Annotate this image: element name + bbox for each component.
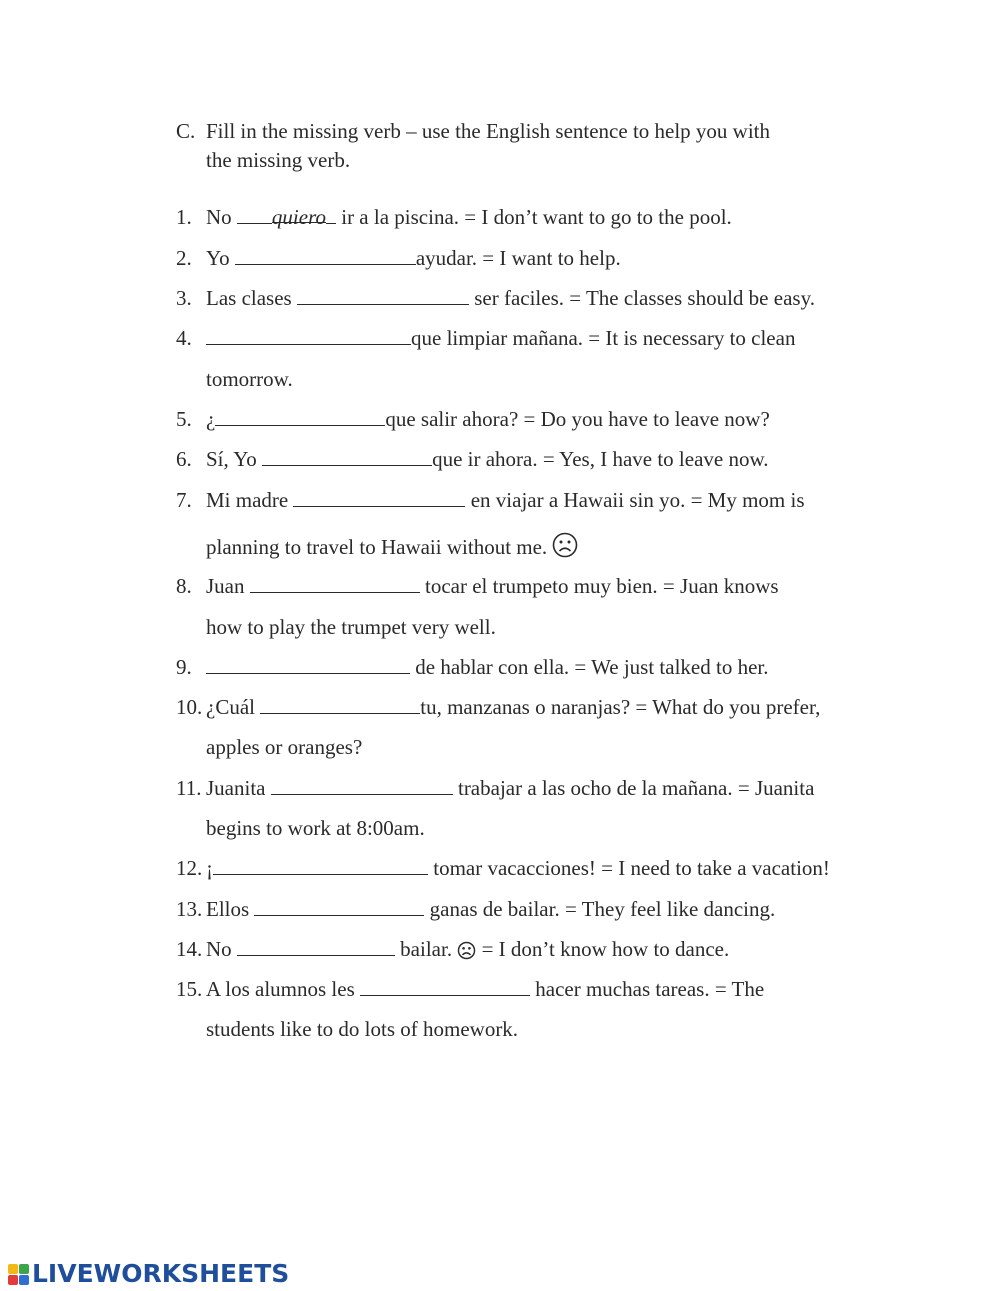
item-suffix: ganas de bailar. = They feel like dancing. bbox=[424, 897, 776, 921]
item-suffix: tocar el trumpeto muy bien. = Juan knows bbox=[419, 574, 779, 598]
item-prefix: Mi madre bbox=[206, 488, 294, 512]
item-number: 12. bbox=[176, 856, 203, 880]
item-suffix: que salir ahora? = Do you have to leave now? bbox=[385, 407, 770, 431]
item-number: 10. bbox=[176, 695, 203, 719]
item-number: 7. bbox=[176, 488, 192, 512]
item-number: 5. bbox=[176, 407, 192, 431]
instruction-text bbox=[206, 117, 886, 175]
item-prefix: A los alumnos les bbox=[206, 977, 361, 1001]
item-prefix: No bbox=[206, 937, 237, 961]
answer-blank[interactable] bbox=[293, 489, 465, 507]
continuation-text: planning to travel to Hawaii without me. bbox=[206, 535, 548, 559]
item-number: 15. bbox=[176, 977, 203, 1001]
item-number: 2. bbox=[176, 246, 192, 270]
item-number: 14. bbox=[176, 937, 203, 961]
item-translation: = I don’t know how to dance. bbox=[476, 937, 730, 961]
item-11-continuation: begins to work at 8:00am. bbox=[206, 816, 425, 840]
item-suffix: de hablar con ella. = We just talked to her. bbox=[410, 655, 769, 679]
logo-mark-icon bbox=[8, 1264, 29, 1285]
logo-square-red bbox=[8, 1275, 18, 1285]
item-number: 3. bbox=[176, 286, 192, 310]
item-prefix: Yo bbox=[206, 246, 235, 270]
item-prefix: No bbox=[206, 205, 237, 229]
answer-blank[interactable] bbox=[262, 448, 432, 466]
answer-blank[interactable] bbox=[206, 656, 410, 674]
item-prefix: Juan bbox=[206, 574, 250, 598]
item-suffix: tu, manzanas o naranjas? = What do you prefer, bbox=[420, 695, 821, 719]
item-prefix: Las clases bbox=[206, 286, 297, 310]
answer-blank[interactable] bbox=[297, 287, 469, 305]
item-number: 1. bbox=[176, 205, 192, 229]
item-suffix: ayudar. = I want to help. bbox=[415, 246, 621, 270]
item-suffix: que ir ahora. = Yes, I have to leave now. bbox=[432, 447, 769, 471]
answer-blank[interactable] bbox=[271, 777, 453, 795]
item-suffix: que limpiar mañana. = It is necessary to clean bbox=[411, 326, 796, 350]
instruction-line-1: Fill in the missing verb – use the English sentence to help you with bbox=[206, 119, 771, 143]
frown-face-icon bbox=[552, 532, 578, 558]
answer-blank[interactable] bbox=[250, 575, 420, 593]
item-prefix: ¿Cuál bbox=[206, 695, 261, 719]
answer-blank[interactable] bbox=[360, 978, 530, 996]
item-prefix: Juanita bbox=[206, 776, 271, 800]
answer-blank[interactable] bbox=[213, 857, 428, 875]
logo-square-blue bbox=[19, 1275, 29, 1285]
answer-blank[interactable] bbox=[254, 898, 424, 916]
item-suffix: ir a la piscina. = I don’t want to go to the pool. bbox=[335, 205, 732, 229]
item-number: 4. bbox=[176, 326, 192, 350]
item-15-continuation: students like to do lots of homework. bbox=[206, 1017, 519, 1041]
logo-text: LIVEWORKSHEETS bbox=[32, 1259, 290, 1288]
section-letter: C. bbox=[176, 119, 196, 143]
item-prefix: ¡ bbox=[206, 856, 213, 880]
answer-filled[interactable]: quiero bbox=[271, 205, 326, 229]
logo-square-yellow bbox=[8, 1264, 18, 1274]
instruction-line-2: the missing verb. bbox=[206, 148, 351, 172]
item-10-continuation: apples or oranges? bbox=[206, 735, 363, 759]
item-8-continuation: how to play the trumpet very well. bbox=[206, 615, 496, 639]
liveworksheets-logo[interactable] bbox=[8, 1259, 289, 1289]
item-prefix: Sí, Yo bbox=[206, 447, 263, 471]
item-number: 8. bbox=[176, 574, 192, 598]
logo-square-green bbox=[19, 1264, 29, 1274]
answer-blank[interactable] bbox=[237, 938, 395, 956]
frown-face-icon bbox=[457, 941, 476, 960]
item-prefix: ¿ bbox=[206, 407, 216, 431]
item-number: 13. bbox=[176, 897, 203, 921]
item-7-continuation bbox=[206, 532, 578, 559]
item-suffix: hacer muchas tareas. = The bbox=[530, 977, 765, 1001]
blank-line bbox=[326, 206, 336, 224]
item-suffix: en viajar a Hawaii sin yo. = My mom is bbox=[465, 488, 805, 512]
item-4-continuation: tomorrow. bbox=[206, 367, 293, 391]
item-suffix: ser faciles. = The classes should be easy. bbox=[468, 286, 815, 310]
item-prefix: Ellos bbox=[206, 897, 255, 921]
item-suffix: bailar. bbox=[394, 937, 458, 961]
item-suffix: tomar vacacciones! = I need to take a vacation! bbox=[428, 856, 830, 880]
answer-blank[interactable] bbox=[235, 247, 416, 265]
blank-line bbox=[237, 206, 272, 224]
answer-blank[interactable] bbox=[206, 327, 411, 345]
item-suffix: trabajar a las ocho de la mañana. = Juanita bbox=[452, 776, 815, 800]
answer-blank[interactable] bbox=[260, 696, 420, 714]
item-number: 6. bbox=[176, 447, 192, 471]
answer-blank[interactable] bbox=[215, 408, 385, 426]
item-number: 11. bbox=[176, 776, 202, 800]
item-number: 9. bbox=[176, 655, 192, 679]
